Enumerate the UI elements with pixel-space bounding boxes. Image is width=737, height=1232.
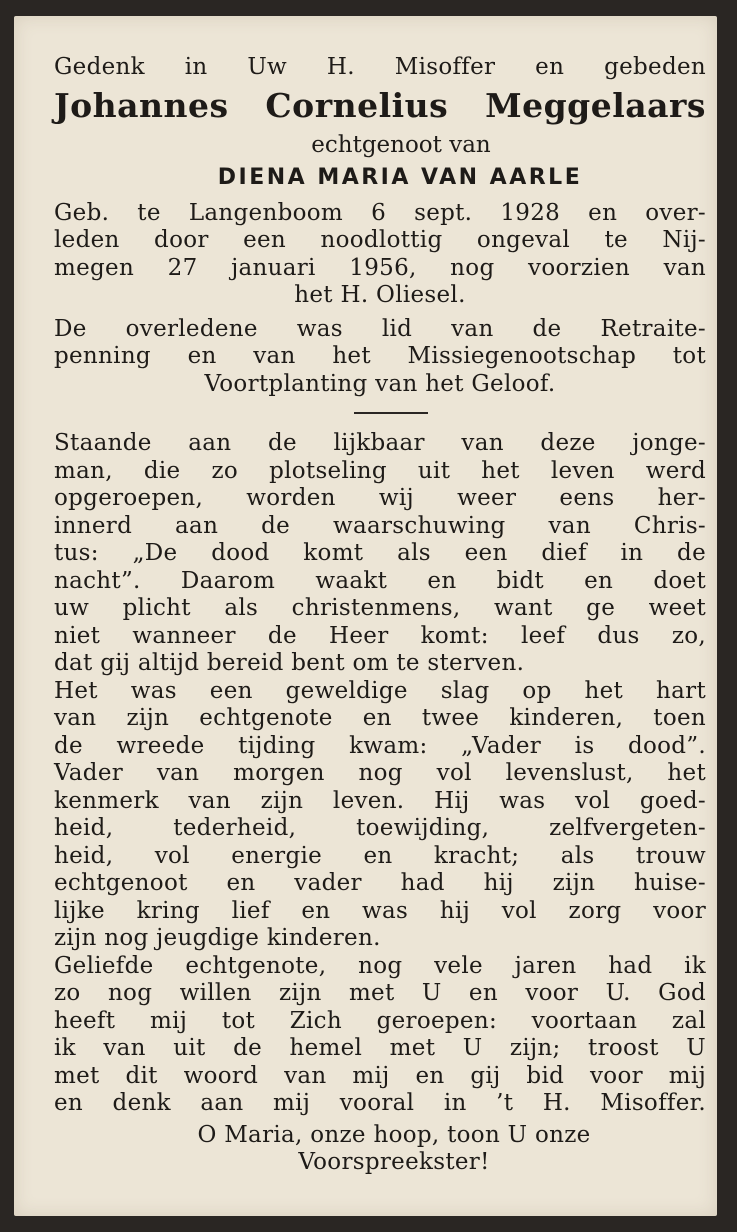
membership-paragraph (54, 316, 706, 399)
text-line: Voortplanting van het Geloof. (204, 370, 556, 397)
text-line: Het was een geweldige slag op het hart (54, 677, 706, 704)
text-line: nacht”. Daarom waakt en bidt en doet (54, 567, 706, 594)
text-line: niet wanneer de Heer komt: leef dus zo, (54, 622, 706, 649)
text-line: penning en van het Missiegenootschap tot (54, 343, 706, 369)
text-line: man, die zo plotseling uit het leven werd (54, 457, 706, 484)
text-line: kenmerk van zijn leven. Hij was vol goed- (54, 787, 706, 814)
opening-line: Gedenk in Uw H. Misoffer en gebeden (54, 54, 706, 80)
text-line: Geb. te Langenboom 6 sept. 1928 en over- (54, 199, 706, 226)
text-line: leden door een noodlottig ongeval te Nij- (54, 227, 706, 253)
text-line: Voorspreekster! (298, 1149, 490, 1175)
text-line: de wreede tijding kwam: „Vader is dood”. (54, 732, 706, 759)
closing-prayer (54, 1122, 706, 1177)
text-line: Geliefde echtgenote, nog vele jaren had ik (54, 952, 706, 979)
spouse-intro: echtgenoot van (311, 131, 491, 158)
text-line: ik van uit de hemel met U zijn; troost U (54, 1035, 706, 1061)
text-line: uw plicht als christenmens, want ge weet (54, 595, 706, 621)
deceased-name: Johannes Cornelius Meggelaars (54, 85, 706, 125)
card-text (54, 54, 706, 1177)
text-line: met dit woord van mij en gij bid voor mij (54, 1062, 706, 1089)
text-line: dat gij altijd bereid bent om te sterven. (54, 650, 525, 676)
memorial-card (14, 16, 717, 1216)
text-line: Staande aan de lijkbaar van deze jonge- (54, 430, 706, 456)
text-line: O Maria, onze hoop, toon U onze (197, 1121, 591, 1148)
text-line: heid, vol energie en kracht; als trouw (54, 842, 706, 869)
text-line: zijn nog jeugdige kinderen. (54, 925, 381, 951)
text-line: tus: „De dood komt als een dief in de (54, 540, 706, 566)
text-line: innerd aan de waarschuwing van Chris- (54, 512, 706, 539)
eulogy-body (54, 430, 706, 1118)
text-line: heeft mij tot Zich geroepen: voortaan zal (54, 1007, 706, 1034)
text-line: megen 27 januari 1956, nog voorzien van (54, 254, 706, 281)
birth-death-paragraph (54, 200, 706, 310)
spouse-name: DIENA MARIA VAN AARLE (217, 164, 583, 190)
text-line: Vader van morgen nog vol levenslust, het (54, 760, 706, 786)
text-line: De overledene was lid van de Retraite- (54, 315, 706, 342)
text-line: het H. Oliesel. (294, 282, 466, 308)
text-line: lijke kring lief en was hij vol zorg voor (54, 897, 706, 924)
text-line: van zijn echtgenote en twee kinderen, toen (54, 705, 706, 731)
text-line: opgeroepen, worden wij weer eens her- (54, 485, 706, 511)
text-line: zo nog willen zijn met U en voor U. God (54, 980, 706, 1006)
text-line: en denk aan mij vooral in ’t H. Misoffer. (54, 1090, 706, 1116)
text-line: echtgenoot en vader had hij zijn huise- (54, 870, 706, 896)
text-line: heid, tederheid, toewijding, zelfvergeten- (54, 815, 706, 841)
